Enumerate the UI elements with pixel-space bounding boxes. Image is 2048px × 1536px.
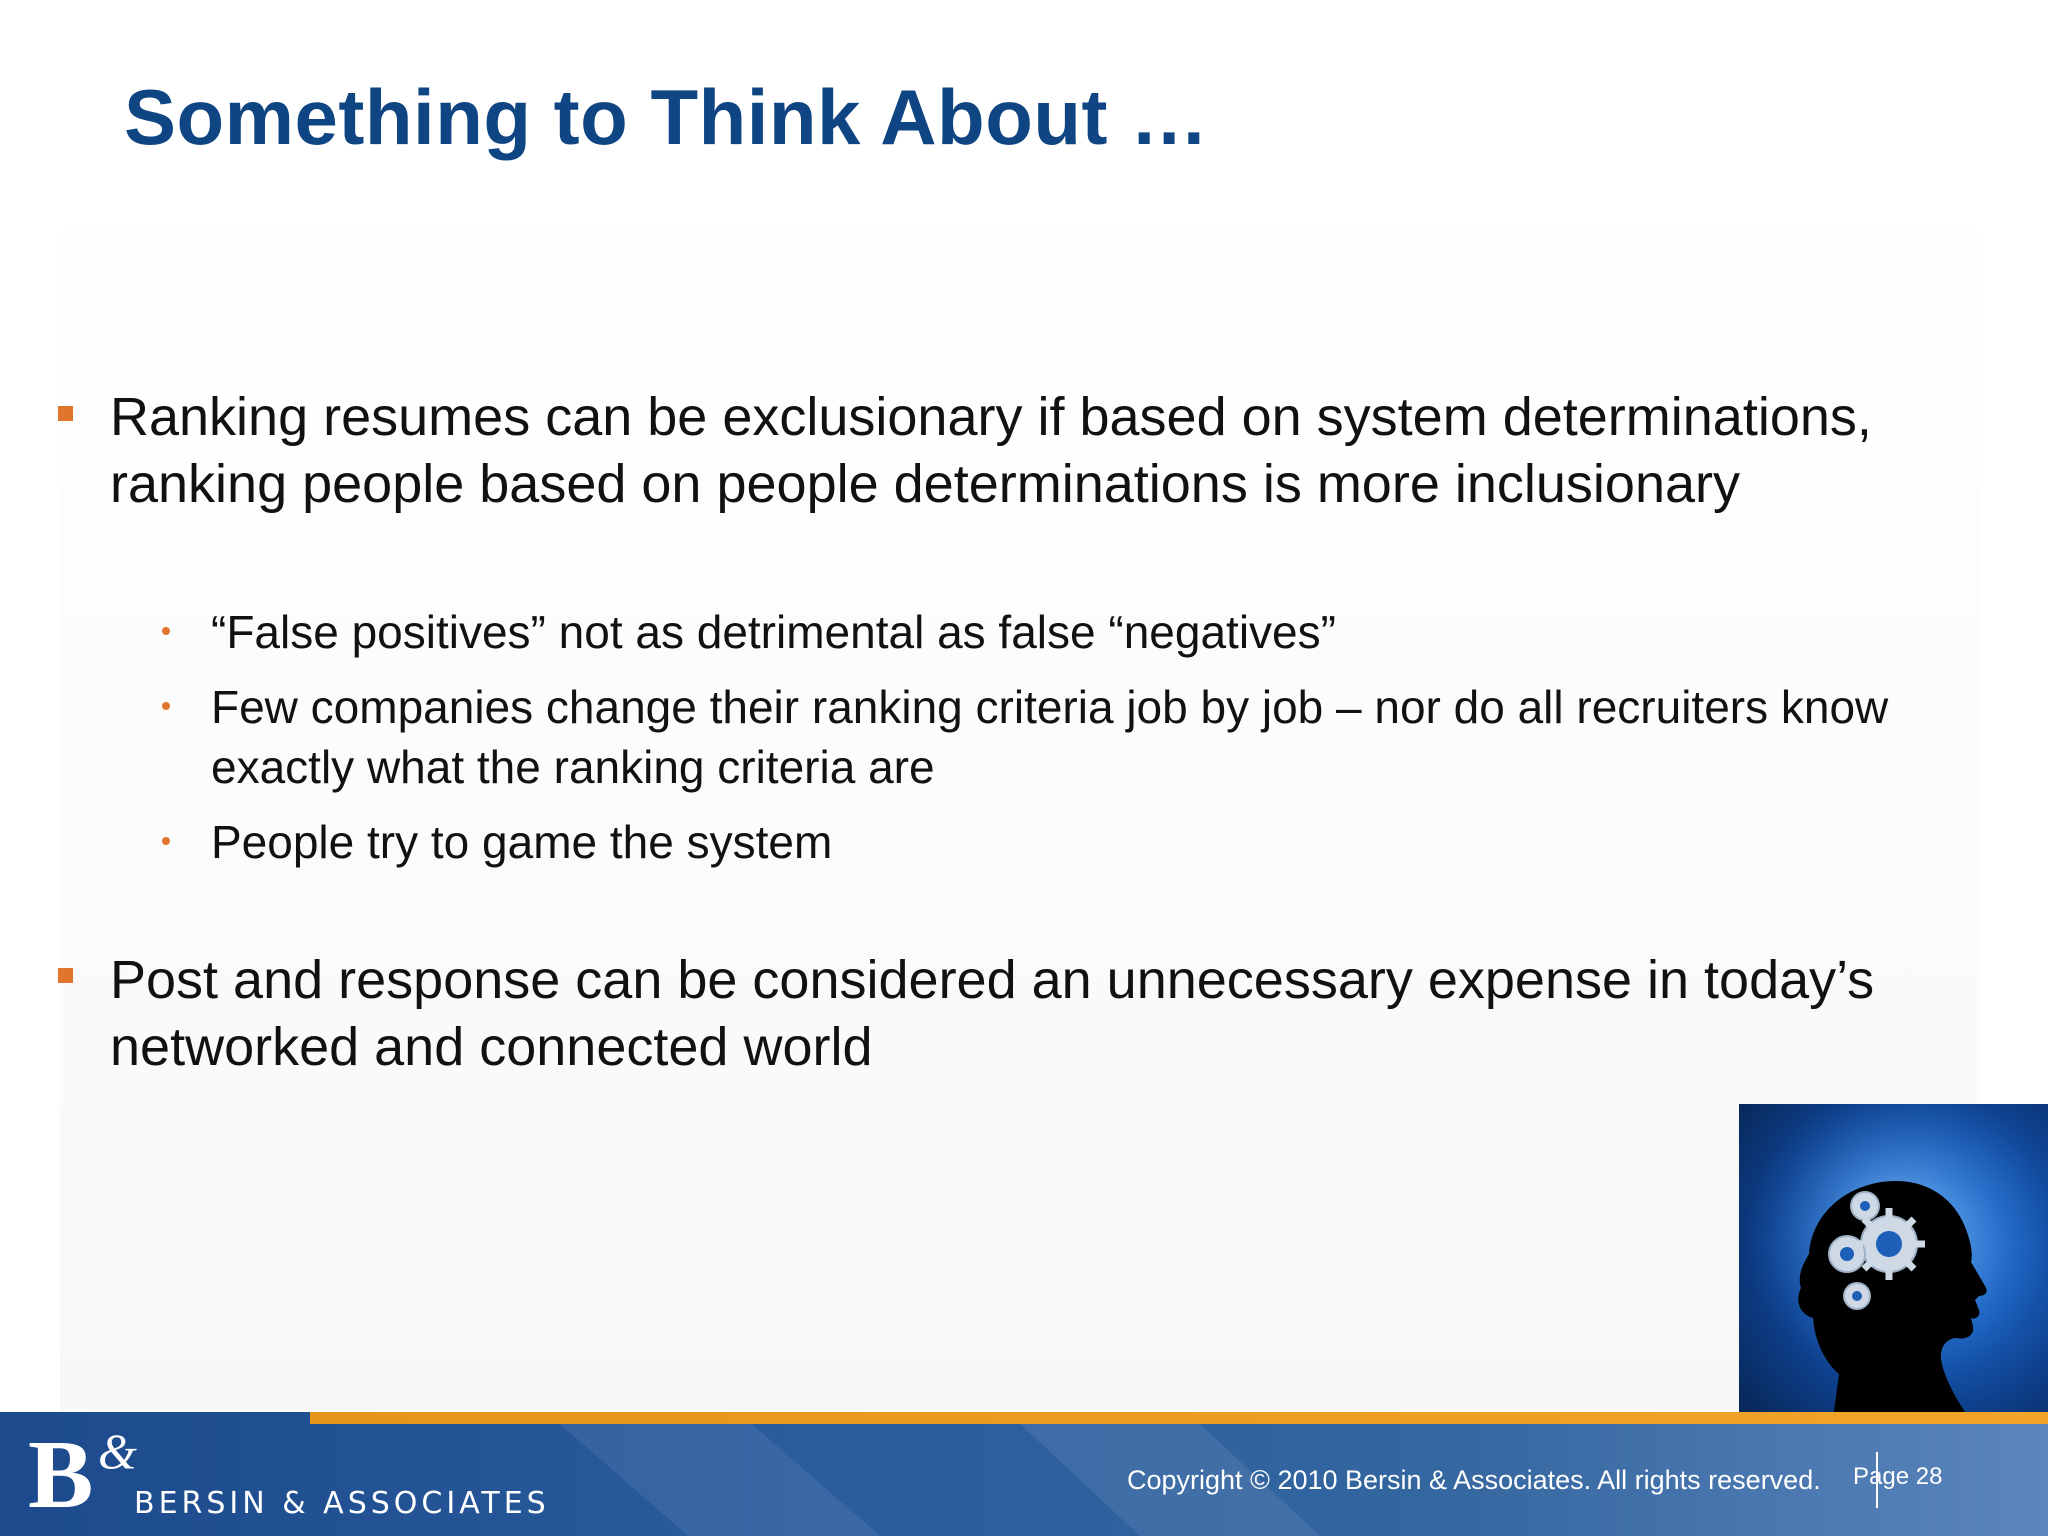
head-with-gears-image bbox=[1739, 1104, 2048, 1412]
dot-bullet-icon bbox=[162, 702, 170, 710]
bersin-logo-icon: B bbox=[28, 1421, 94, 1529]
square-bullet-icon bbox=[58, 406, 73, 421]
sub-bullet-text: “False positives” not as detrimental as false “negatives” bbox=[211, 606, 1336, 658]
sub-bullet-text: Few companies change their ranking criteria job by job – nor do all recruiters know exactly what the ranking criteria are bbox=[211, 681, 1889, 793]
bullet-text: Post and response can be considered an unnecessary expense in today’s networked and connected world bbox=[110, 950, 1875, 1077]
dot-bullet-icon bbox=[162, 627, 170, 635]
bullet-text: Ranking resumes can be exclusionary if based on system determinations, ranking people based on people determinations is more inclusionary bbox=[110, 387, 1872, 514]
square-bullet-icon bbox=[58, 968, 73, 983]
slide-title: Something to Think About … bbox=[124, 73, 1209, 161]
sub-bullet-text: People try to game the system bbox=[211, 816, 833, 868]
footer-accent-stripe bbox=[310, 1412, 2048, 1424]
logo-text: BERSIN & ASSOCIATES bbox=[134, 1486, 550, 1521]
head-gears-icon bbox=[1739, 1104, 2048, 1412]
logo-ampersand-icon: & bbox=[98, 1423, 137, 1479]
dot-bullet-icon bbox=[162, 837, 170, 845]
page-number: Page 28 bbox=[1853, 1463, 1943, 1490]
copyright-text: Copyright © 2010 Bersin & Associates. All rights reserved. bbox=[1127, 1465, 1821, 1495]
